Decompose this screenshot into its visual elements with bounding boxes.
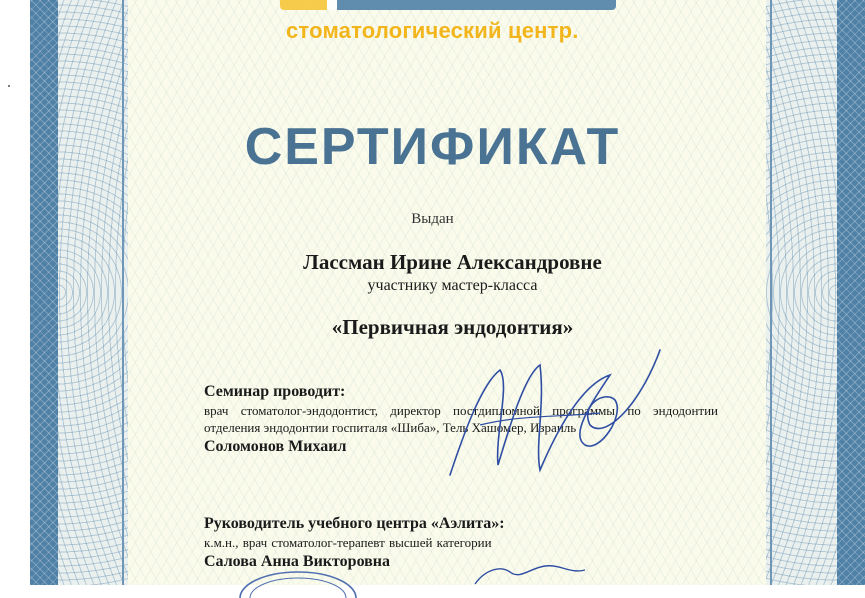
seminar-instructor-name: Соломонов Михаил	[204, 438, 347, 455]
participant-role: участнику мастер-класса	[367, 277, 538, 294]
recipient-name: Лассман Ирине Александровне	[303, 250, 602, 274]
scan-speck	[8, 85, 10, 87]
center-head-description: к.м.н., врач стоматолог-терапевт высшей категории	[204, 535, 492, 550]
center-head-name: Салова Анна Викторовна	[204, 553, 391, 570]
seminar-heading: Семинар проводит:	[204, 383, 346, 400]
certificate-title: СЕРТИФИКАТ	[244, 118, 621, 176]
seminar-instructor-description: врач стоматолог-эндодонтист, директор постдипломной программы по эндодонтии отделения эндодонтии госпиталя «Шиба», Тель Хашомер, Израиль	[204, 403, 718, 435]
issued-label: Выдан	[411, 211, 454, 227]
logo-subtitle: стоматологический центр.	[286, 18, 579, 43]
stamp-seal	[238, 568, 358, 598]
clinic-logo	[278, 0, 618, 44]
center-head-signature	[470, 560, 590, 585]
center-head-heading: Руководитель учебного центра «Аэлита»:	[204, 515, 505, 532]
instructor-signature	[440, 345, 670, 485]
course-title: «Первичная эндодонтия»	[331, 315, 574, 339]
logo-wordmark-cropped	[280, 0, 616, 10]
